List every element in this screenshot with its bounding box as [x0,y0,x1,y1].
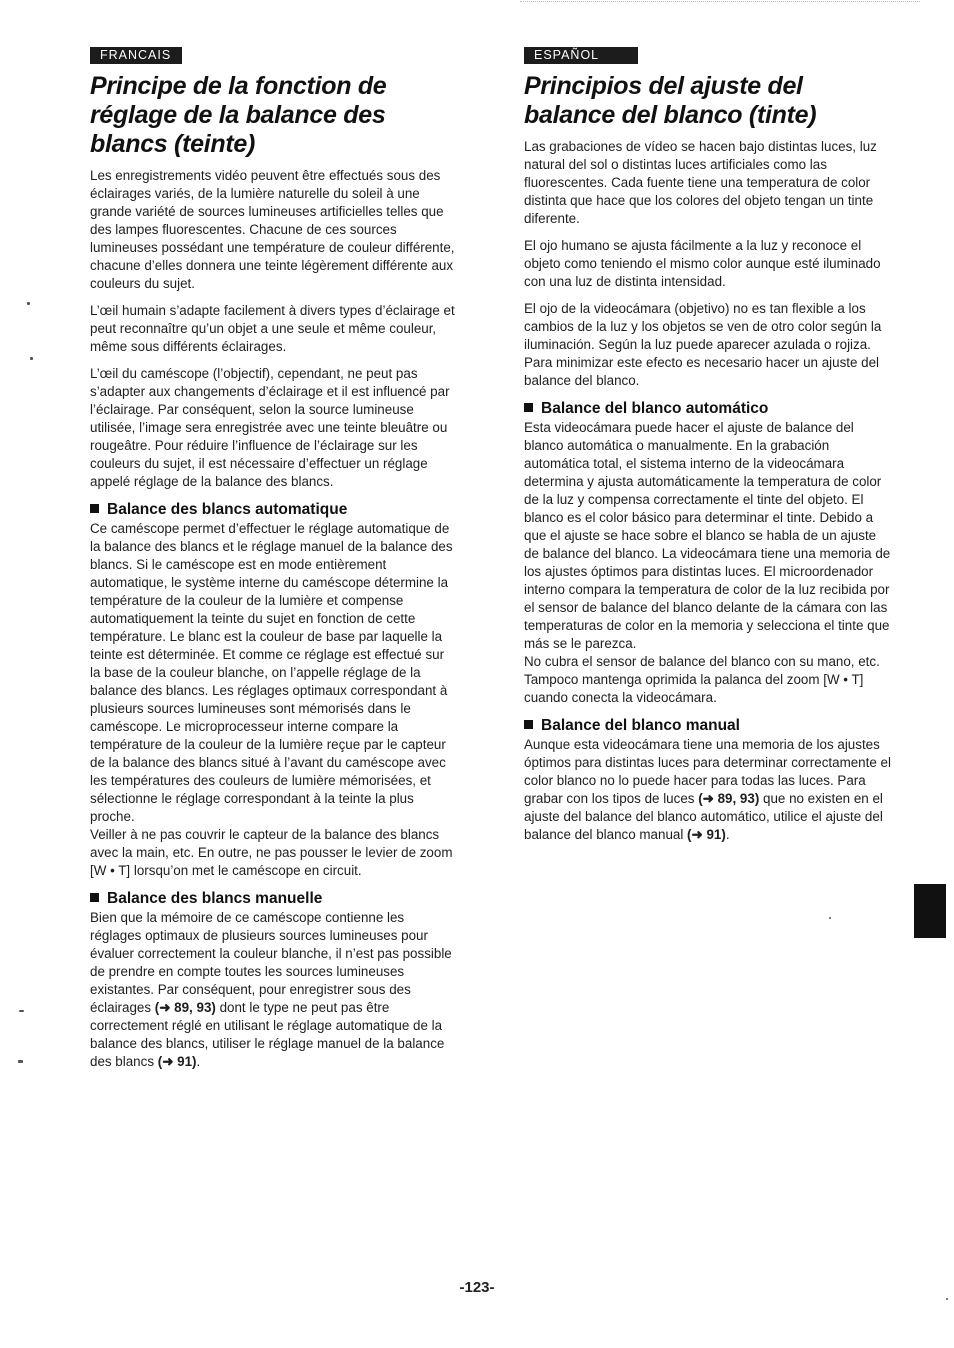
manual-text-b: dont le type ne peut pas être correctement réglé en utilisant le réglage automatique de la balance des blancs, utiliser le réglage manuel de la balance des blancs [90,1000,445,1069]
intro-paragraph-2: El ojo humano se ajusta fácilmente a la luz y reconoce el objeto como teniendo el mismo color aunque esté iluminado con una luz de distinta intensidad. [524,238,881,289]
scan-speck [19,1010,24,1012]
manual-text-c: . [725,827,730,842]
bullet-square-icon [524,720,533,729]
intro-paragraph-2: L’œil humain s’adapte facilement à divers types d’éclairage et peut reconnaître qu’un objet a une seule et même couleur, même sous différents éclairages. [90,303,455,354]
manual-text [90,909,458,1071]
manual-text [524,736,892,844]
top-dotted-rule [520,1,920,3]
page-reference: (➜ 91) [687,827,726,842]
heading-manual-francais [90,889,458,908]
manual-text-c: . [196,1054,201,1069]
heading-auto-francais [90,500,458,519]
scan-speck [946,1298,948,1300]
bullet-square-icon [90,893,99,902]
language-tab-francais: FRANCAIS [90,47,182,64]
column-espanol [524,46,892,853]
language-tab-espanol: ESPAÑOL [524,47,638,64]
intro-paragraph-1: Las grabaciones de vídeo se hacen bajo distintas luces, luz natural del sol o distintas luces artificiales como las fluorescentes. Cada fuente tiene una temperatura de color distinta que hace que los colores del objeto tengan un tinte diferente. [524,139,877,226]
intro-paragraph-3: L’œil du caméscope (l’objectif), cependant, ne peut pas s’adapter aux changements d’éclairage et il est influencé par l’éclairage. Par conséquent, selon la source lumineuse utilisée, l’image sera enregistrée avec une teinte bleuâtre ou rougeâtre. Pour réduire l’influence de l’éclairage sur les couleurs du sujet, il est nécessaire d’effectuer un réglage appelé réglage de la balance des blancs. [90,366,450,489]
manual-text-b: que no existen en el ajuste del balance del blanco automático, utilice el ajuste del balance del blanco manual [524,791,883,842]
auto-text-2: No cubra el sensor de balance del blanco con su mano, etc. Tampoco mantenga oprimida la palanca del zoom [W • T] cuando conecta la videocámara. [524,654,880,705]
scan-speck [27,302,30,305]
scan-speck [18,1060,23,1063]
manual-text-a: Aunque esta videocámara tiene una memoria de los ajustes óptimos para distintas luces para determinar correctamente el color blanco no lo puede hacer para todas las luces. Para grabar con los tipos de luces [524,737,891,806]
intro-paragraph-3: El ojo de la videocámara (objetivo) no es tan flexible a los cambios de la luz y los objetos se ven de otro color según la iluminación. Según la luz puede aparecer azulada o rojiza. Para minimizar este efecto es necesario hacer un ajuste del balance del blanco. [524,301,882,388]
auto-text-1: Ce caméscope permet d’effectuer le réglage automatique de la balance des blancs et le réglage manuel de la balance des blancs. Si le caméscope est en mode entièrement automatique, le système interne du caméscope détermine la température de la couleur de la lumière et compense automatiquement la teinte du sujet en fonction de cette température. Le blanc est la couleur de base par laquelle la teinte est déterminée. Et comme ce réglage est effectué sur la base de la couleur blanche, on l’appelle réglage de la balance des blancs. Les réglages optimaux correspondant à plusieurs sources lumineuses sont mémorisés dans le caméscope. Le microprocesseur interne compare la température de la couleur de la lumière reçue par le capteur de la balance des blancs situé à l’avant du caméscope avec les températures des couleurs de lumière mémorisées, et sélectionne le réglage correspondant à la teinte la plus proche. [90,521,453,824]
heading-manual-label: Balance des blancs manuelle [107,890,323,907]
scan-speck [30,357,33,360]
auto-text-1: Esta videocámara puede hacer el ajuste de balance del blanco automática o manualmente. En la grabación automática total, el sistema interno de la videocámara determina y ajusta automáticamente la temperatura de color de la luz y compensa correctamente el tinte del objeto. El blanco es el color básico para determinar el tinte. Debido a que el ajuste se hace sobre el blanco se habla de un ajuste de balance del blanco. La videocámara tiene una memoria de los ajustes óptimos para distintas luces. El microordenador interno compara la temperatura de color de la luz recibida por el sensor de balance del blanco delante de la cámara con las temperaturas de color en la memoria y selecciona el tinte que más se le parezca. [524,420,891,651]
heading-manual-espanol [524,716,892,735]
heading-manual-label: Balance del blanco manual [541,717,740,734]
title-francais: Principe de la fonction de réglage de la balance des blancs (teinte) [90,72,387,158]
heading-auto-label: Balance des blancs automatique [107,501,348,518]
page-number: -123- [459,1279,495,1296]
page-reference: (➜ 89, 93) [154,1000,216,1015]
bullet-square-icon [90,504,99,513]
scan-speck [829,917,831,919]
section-side-tab [914,884,946,938]
intro-paragraph-1: Les enregistrements vidéo peuvent être effectués sous des éclairages variés, de la lumière naturelle du soleil à une grande variété de sources lumineuses artificielles telles que des lampes fluorescentes. Chacune de ces sources lumineuses possédant une température de couleur différente, chacune d’elles donnera une teinte légèrement différente aux couleurs du sujet. [90,168,455,291]
title-espanol: Principios del ajuste del balance del blanco (tinte) [524,72,817,129]
heading-auto-espanol [524,399,892,418]
bullet-square-icon [524,403,533,412]
page-reference: (➜ 89, 93) [698,791,760,806]
manual-text-a: Bien que la mémoire de ce caméscope contienne les réglages optimaux de plusieurs sources lumineuses pour évaluer correctement la couleur blanche, il n’est pas possible de prendre en compte toutes les sources lumineuses existantes. Par conséquent, pour enregistrer sous des éclairages [90,910,452,1015]
auto-text-2: Veiller à ne pas couvrir le capteur de la balance des blancs avec la main, etc. En outre, ne pas pousser le levier de zoom [W • T] lorsqu’on met le caméscope en circuit. [90,827,453,878]
column-francais [90,46,458,1080]
heading-auto-label: Balance del blanco automático [541,400,769,417]
page-reference: (➜ 91) [157,1054,197,1069]
